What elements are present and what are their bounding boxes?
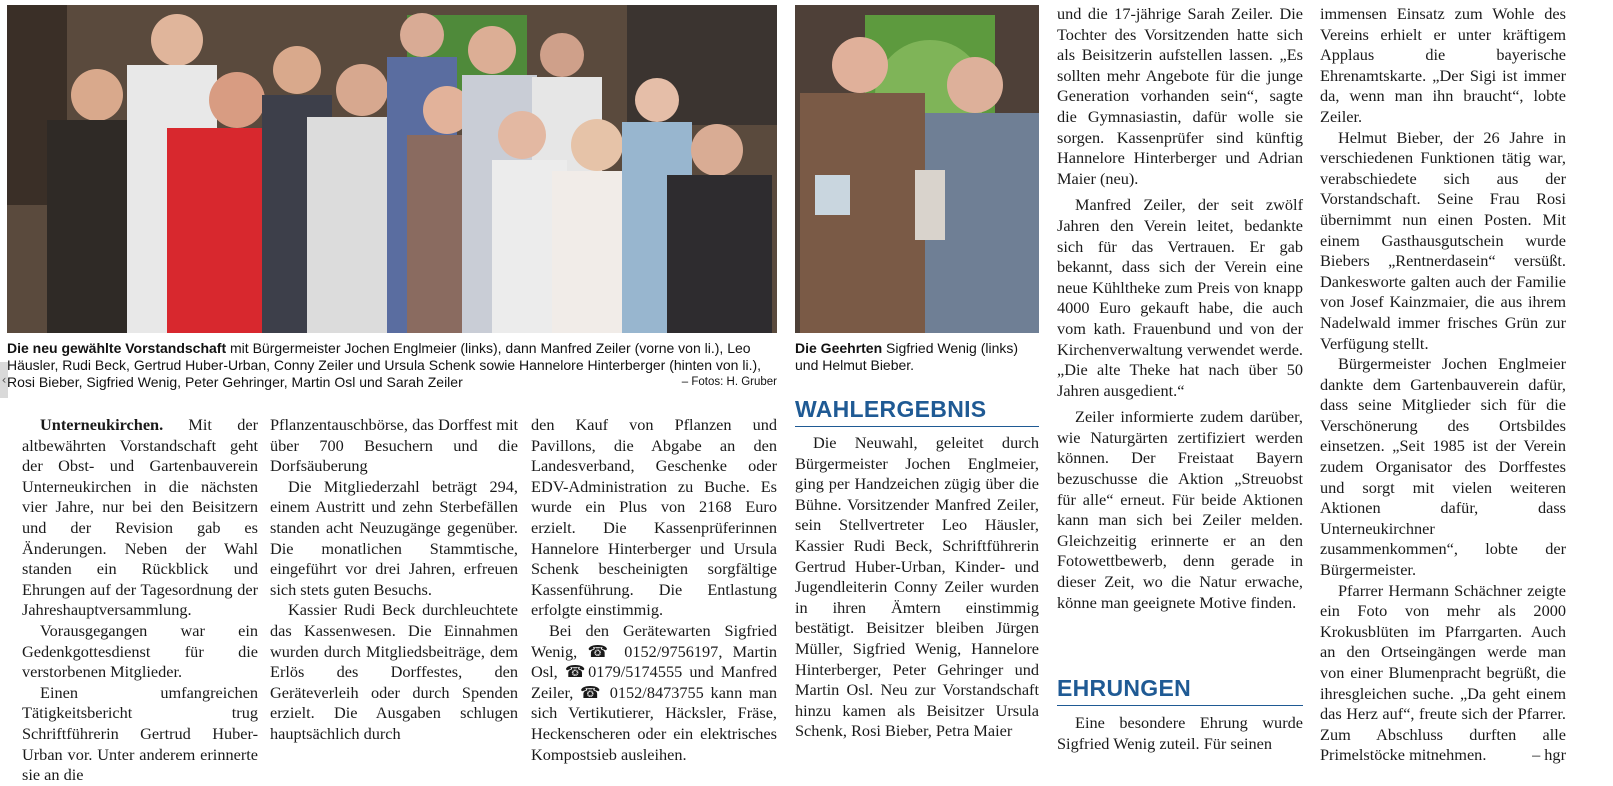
honorees-photo-caption-text: Sigfried Wenig (links) und Helmut Bieber. xyxy=(795,340,1019,373)
dateline: Unterneukirchen. xyxy=(40,415,164,434)
article-paragraph: Die Mitgliederzahl beträgt 294, einem Austritt und zehn Sterbefällen standen acht Neuzugänge gegenüber. Die monatlichen Stammtische, eingeführt vor drei Jahren, erfreuen sich stets guten Besuchs. xyxy=(270,476,518,599)
photo-credit: – Fotos: H. Gruber xyxy=(681,376,777,388)
honorees-photo-illustration xyxy=(795,5,1039,333)
honorees-photo-caption xyxy=(795,340,1039,374)
article-paragraph: Bürgermeister Jochen Englmeier dankte dem Gartenbauverein dafür, dass seine Mitglieder sich für die Verschönerung des Ortsbildes einsetzen. „Seit 1985 ist der Verein zudem Organisator des Dorffestes und sorgt mit vielen weiteren Aktionen dafür, dass Unterneukirchner zusammenkommen“, lobte der Bürgermeister. xyxy=(1320,354,1566,580)
author-signature: – hgr xyxy=(1532,745,1566,765)
article-paragraph: Vorausgegangen war ein Gedenkgottesdienst für die verstorbenen Mitglieder. xyxy=(22,620,258,682)
article-paragraph: Kassier Rudi Beck durchleuchtete das Kassenwesen. Die Einnahmen wurden durch Mitgliedsbeiträge, dem Erlös des Dorffestes, den Geräteverleih oder durch Spenden erzielt. Die Ausgaben schlugen hauptsächlich durch xyxy=(270,600,518,743)
section-heading-wahlergebnis: WAHLERGEBNIS xyxy=(795,396,987,422)
article-paragraph: Zeiler informierte zudem darüber, wie Naturgärten zertifiziert werden können. Der Freistaat Bayern bezuschusse die Aktion „Streuobst für alle“ erneut. Für beide Aktionen kann man sich bei Zeiler melden. Gleichzeitig erinnerte er an den Fotowettbewerb, denn gerade in dieser Zeit, wo die Natur erwache, könne man geeignete Motive finden. xyxy=(1057,407,1303,612)
article-paragraph: immensen Einsatz zum Wohle des Vereins erhielt er unter kräftigem Applaus die bayerische Ehrenamtskarte. „Der Sigi ist immer da, wenn man ihn braucht“, lobte Zeiler. xyxy=(1320,4,1566,126)
article-column-5-tail xyxy=(1057,713,1303,754)
article-paragraph: Einen umfangreichen Tätigkeitsbericht trug Schriftführerin Gertrud Huber-Urban vor. Unter anderem erinnerte sie an die xyxy=(22,682,258,785)
article-column-2 xyxy=(270,415,518,745)
side-scroll-arrow[interactable]: ‹ xyxy=(0,362,8,398)
article-paragraph xyxy=(1320,581,1566,766)
article-column-6 xyxy=(1320,4,1566,766)
group-photo-illustration xyxy=(7,5,777,333)
article-paragraph: den Kauf von Pflanzen und Pavillons, die Abgabe an den Landesverband, Geschenke oder EDV-Administration zu Buche. Es wurde ein Plus von 2168 Euro erzielt. Die Kassenprüferinnen Hannelore Hinterberger und Ursula Schenk bescheinigten sorgfältige Kassenführung. Die Entlastung erfolgte einstimmig. xyxy=(531,415,777,620)
article-column-1 xyxy=(22,415,258,786)
article-paragraph xyxy=(22,415,258,621)
article-paragraph: und die 17-jährige Sarah Zeiler. Die Tochter des Vorsitzenden hatte sich als Beisitzerin aufstellen lassen. „Es sollten mehr Angebote für die junge Generation vorhanden sein“, sagte die Gymnasiastin, dafür wolle sie sorgen. Kassenprüfer sind künftig Hannelore Hinterberger und Adrian Maier (neu). xyxy=(1057,4,1303,188)
article-paragraph: Manfred Zeiler, der seit zwölf Jahren den Verein leitet, bedankte sich für das Vertrauen. Er gab bekannt, dass sich der Verein eine neue Kühltheke zum Preis von knapp 4000 Euro gekauft habe, die auch vom kath. Frauenbund und von der Kirchenverwaltung verwendet werde. „Die alte Theke hat nach über 50 Jahren ausgedient.“ xyxy=(1057,195,1303,400)
heading-rule xyxy=(1057,705,1303,706)
honorees-photo-caption-lead: Die Geehrten xyxy=(795,340,883,356)
section-heading-ehrungen: EHRUNGEN xyxy=(1057,675,1192,701)
article-paragraph: Eine besondere Ehrung wurde Sigfried Wenig zuteil. Für seinen xyxy=(1057,713,1303,753)
article-paragraph: Bei den Gerätewarten Sigfried Wenig, ☎ 0152/9756197, Martin Osl, ☎0179/5174555 und Manfred Zeiler, ☎ 0152/8473755 kann man sich Vertikutierer, Häcksler, Fräse, Heckenscheren oder ein elektrisches Kompostsieb ausleihen. xyxy=(531,620,777,764)
article-column-3 xyxy=(531,415,777,765)
article-paragraph: Pflanzentauschbörse, das Dorffest mit über 700 Besuchern und die Dorfsäuberung xyxy=(270,415,518,476)
article-column-4 xyxy=(795,433,1039,742)
group-photo-caption-text: mit Bürgermeister Jochen Englmeier (links), dann Manfred Zeiler (vorne von li.), Leo Häusler, Rudi Beck, Gertrud Huber-Urban, Conny Zeiler und Ursula Schenk sowie Hannelore Hinterberger (hinten von li.), Rosi Bieber, Sigfried Wenig, Peter Gehringer, Martin Osl und Sarah Zeiler xyxy=(7,340,762,390)
heading-rule xyxy=(795,426,1039,427)
honorees-photo xyxy=(795,5,1039,333)
group-photo-caption-lead: Die neu gewählte Vorstandschaft xyxy=(7,340,227,356)
paragraph-text: Mit der altbewährten Vorstandschaft geht der Obst- und Gartenbauverein Unterneukirchen in die nächsten vier Jahre, nur bei den Beisitzern und der Revision gab es Änderungen. Neben der Wahl standen ein Rückblick und Ehrungen auf der Tagesordnung der Jahreshauptversammlung. xyxy=(22,415,258,620)
article-column-5 xyxy=(1057,4,1303,613)
article-paragraph: Helmut Bieber, der 26 Jahre in verschiedenen Funktionen tätig war, verabschiedete sich aus der Vorstandschaft. Seine Frau Rosi übernimmt nun einen Posten. Mit einem Gasthausgutschein wurde Biebers „Rentnerdasein“ versüßt. Dankesworte galten auch der Familie von Josef Kainzmaier, die aus ihrem Nadelwald immer frisches Grün zur Verfügung stellt. xyxy=(1320,127,1566,353)
group-photo xyxy=(7,5,777,333)
paragraph-text: Pfarrer Hermann Schächner zeigte ein Foto von mehr als 2000 Krokusblüten im Pfarrgarten. Auch an den Ortseingängen werde man von einer Blumenpracht begrüßt, die ihresgleichen suche. „Da geht einem das Herz auf“, freute sich der Pfarrer. Zum Abschluss durften alle Primelstöcke mitnehmen. xyxy=(1320,580,1566,765)
article-paragraph: Die Neuwahl, geleitet durch Bürgermeister Jochen Englmeier, ging per Handzeichen zügig über die Bühne. Vorsitzender Manfred Zeiler, sein Stellvertreter Leo Häusler, Kassier Rudi Beck, Schriftführerin Gertrud Huber-Urban, Kinder- und Jugendleiterin Conny Zeiler wurden in ihren Ämtern einstimmig bestätigt. Beisitzer bleiben Jürgen Müller, Sigfried Wenig, Hannelore Hinterberger, Peter Gehringer und Martin Osl. Neu zur Vorstandschaft hinzu kamen als Beisitzer Ursula Schenk, Rosi Bieber, Petra Maier xyxy=(795,433,1039,741)
group-photo-caption xyxy=(7,340,777,391)
